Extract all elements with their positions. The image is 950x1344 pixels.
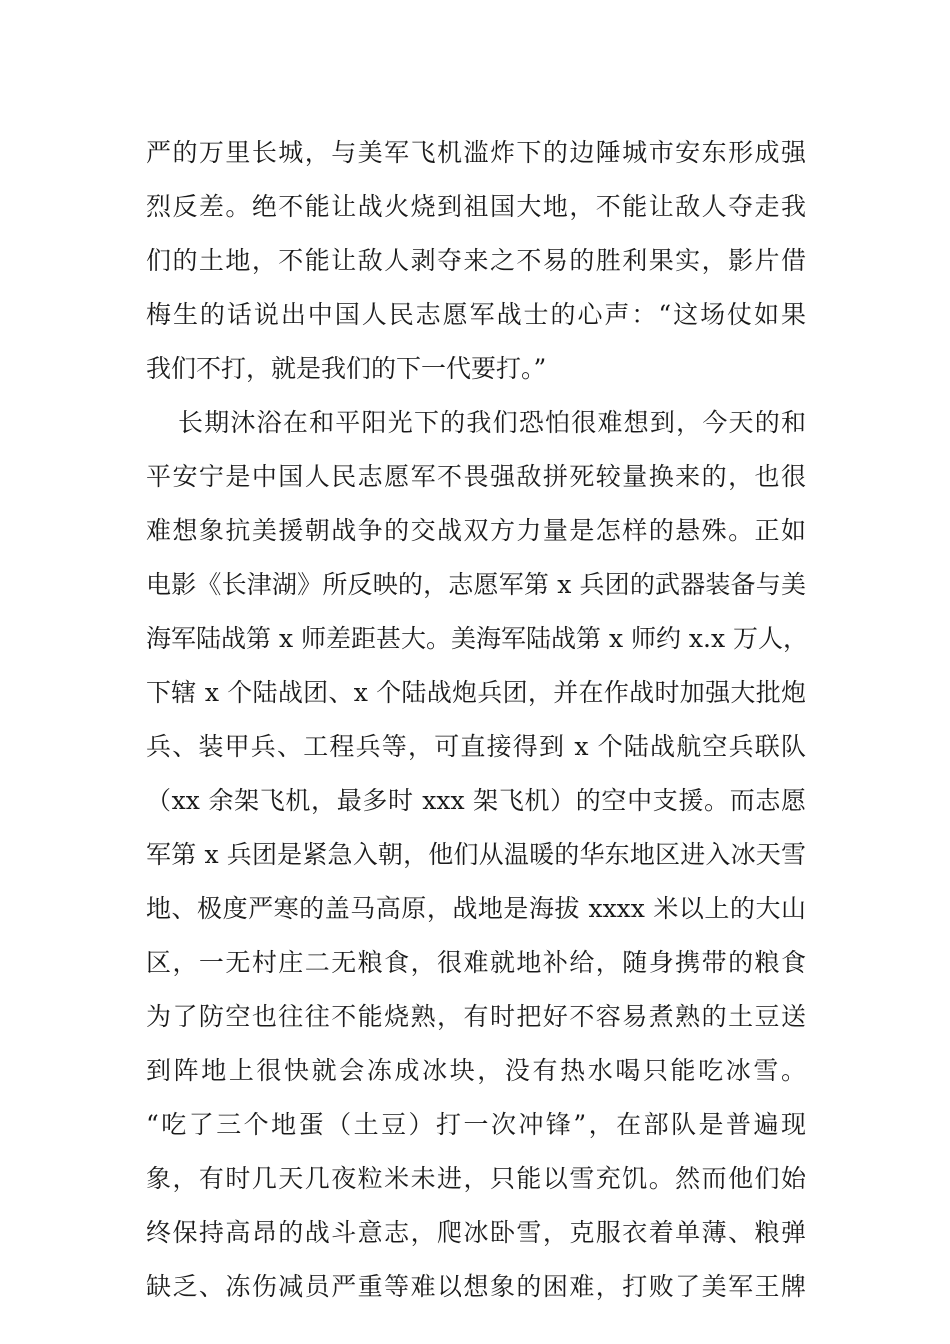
text-line: 军第 x 兵团是紧急入朝，他们从温暖的华东地区进入冰天雪 [146, 840, 806, 869]
text-line: 地、极度严寒的盖马高原，战地是海拔 xxxx 米以上的大山 [146, 894, 806, 923]
text-line: 平安宁是中国人民志愿军不畏强敌拼死较量换来的，也很 [146, 462, 806, 491]
text-line: 海军陆战第 x 师差距甚大。美海军陆战第 x 师约 x.x 万人， [146, 624, 809, 653]
text-line: “吃了三个地蛋（土豆）打一次冲锋”，在部队是普遍现 [146, 1110, 806, 1139]
text-line: 下辖 x 个陆战团、x 个陆战炮兵团，并在作战时加强大批炮 [146, 678, 806, 707]
text-line: 电影《长津湖》所反映的，志愿军第 x 兵团的武器装备与美 [146, 570, 806, 599]
text-line: 烈反差。绝不能让战火烧到祖国大地，不能让敌人夺走我 [146, 192, 806, 221]
text-line: 到阵地上很快就会冻成冰块，没有热水喝只能吃冰雪。 [146, 1056, 806, 1085]
text-line: 为了防空也往往不能烧熟，有时把好不容易煮熟的土豆送 [146, 1002, 806, 1031]
text-line: 区，一无村庄二无粮食，很难就地补给，随身携带的粮食 [146, 948, 806, 977]
text-line: 缺乏、冻伤减员严重等难以想象的困难，打败了美军王牌 [146, 1272, 806, 1301]
body-text [146, 126, 809, 1314]
text-line: 象，有时几天几夜粒米未进，只能以雪充饥。然而他们始 [146, 1164, 806, 1193]
text-line: 长期沐浴在和平阳光下的我们恐怕很难想到，今天的和 [178, 408, 806, 437]
text-line: 梅生的话说出中国人民志愿军战士的心声：“这场仗如果 [146, 300, 806, 329]
text-line: （xx 余架飞机，最多时 xxx 架飞机）的空中支援。而志愿 [146, 786, 806, 815]
text-line: 我们不打，就是我们的下一代要打。” [146, 354, 547, 383]
text-line: 们的土地，不能让敌人剥夺来之不易的胜利果实，影片借 [146, 246, 806, 275]
text-line: 难想象抗美援朝战争的交战双方力量是怎样的悬殊。正如 [146, 516, 806, 545]
text-line: 终保持高昂的战斗意志，爬冰卧雪，克服衣着单薄、粮弹 [146, 1218, 806, 1247]
text-line: 兵、装甲兵、工程兵等，可直接得到 x 个陆战航空兵联队 [146, 732, 806, 761]
text-line: 严的万里长城，与美军飞机滥炸下的边陲城市安东形成强 [146, 138, 806, 167]
